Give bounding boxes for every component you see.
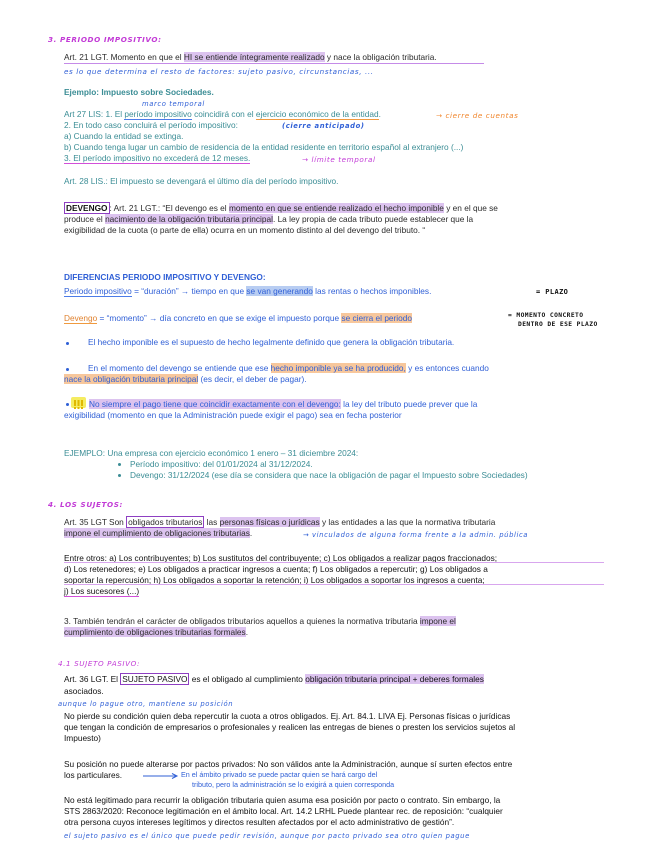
highlight-formales: cumplimiento de obligaciones tributarias formales (64, 627, 246, 637)
ejemplo-title: EJEMPLO: Una empresa con ejercicio económico 1 enero – 31 diciembre 2024: (64, 448, 359, 458)
exclamation-icon (71, 397, 86, 408)
repercutir-line2: que tengan la condición de empresarios o profesionales y realicen las entregas de bienes o presten los servicios sujetos al (64, 722, 516, 732)
text-span: . (245, 627, 249, 637)
text-span: las rentas o hechos imponibles. (312, 286, 432, 296)
ejemplo-devengo: Devengo: 31/12/2024 (ese día se considera que nace la obligación de pagar el Impuesto sobre Sociedades) (130, 470, 528, 480)
highlight-generando: se van generando (246, 286, 313, 296)
tambien-line2 (64, 627, 248, 637)
text-span: : Art. 21 LGT.: “El devengo es el (109, 203, 229, 213)
text-span: . (249, 528, 253, 538)
text-span: coincidirá con el (191, 109, 256, 119)
handwritten-note-mantiene: aunque lo pague otro, mantiene su posición (58, 700, 234, 708)
boxed-sujeto-pasivo: SUJETO PASIVO (122, 674, 188, 684)
highlight-personas: personas físicas o jurídicas (219, 517, 320, 527)
highlight-impone: impone el cumplimiento de obligaciones tributarias (64, 528, 250, 538)
lista-obligados-4 (64, 586, 139, 596)
text-span: = “duración” → tiempo en que (131, 286, 247, 296)
bullet-pago-2: exigibilidad (momento en que la Administración puede exigir el pago) sea en fecha posterior (64, 410, 402, 420)
art27-line2: 2. En todo caso concluirá el período impositivo: (64, 120, 238, 130)
text-span: y es entonces cuando (405, 363, 489, 373)
diff-title: DIFERENCIAS PERIODO IMPOSITIVO Y DEVENGO: (64, 272, 266, 282)
art36-line1 (64, 674, 484, 684)
text-span: 3. También tendrán el carácter de obligados tributarios aquellos a quienes la normativa tributaria (64, 616, 420, 626)
underlined-periodo: período impositivo (124, 109, 192, 119)
underlined-12-meses: 3. El período impositivo no excederá de 12 meses. (64, 153, 251, 163)
handwritten-note-momento: = MOMENTO CONCRETO (508, 312, 584, 319)
highlight-nacimiento: nacimiento de la obligación tributaria principal (105, 214, 273, 224)
bullet-dot (118, 463, 121, 466)
bullet-dot (66, 403, 69, 406)
underline-mark (64, 63, 484, 64)
handwritten-note-marco: marco temporal (142, 100, 205, 108)
art27-line1 (64, 109, 381, 119)
art27-line4: b) Cuando tenga lugar un cambio de residencia de la entidad residente en territorio español al extranjero (...) (64, 142, 464, 152)
art36-line2: asociados. (64, 686, 104, 696)
bullet-momento-devengo-2 (64, 374, 307, 384)
bullet-hecho-imponible: El hecho imponible es el supuesto de hecho legalmente definido que genera la obligación tributaria. (88, 337, 455, 347)
bullet-dot (66, 342, 69, 345)
devengo-boxed-label: DEVENGO (66, 203, 108, 213)
text-span: Art. 36 LGT. El (64, 674, 121, 684)
text-span: y nace la obligación tributaria. (324, 52, 437, 62)
ejemplo-periodo: Período impositivo: del 01/01/2024 al 31/12/2024. (130, 459, 313, 469)
bullet-dot (118, 474, 121, 477)
text-span: y en el que se (443, 203, 498, 213)
text-span: Art. 21 LGT. Momento en que el (64, 52, 184, 62)
text-span: y las entidades a las que la normativa tributaria (319, 517, 496, 527)
text-span: produce el (64, 214, 106, 224)
art35-line1 (64, 517, 495, 527)
pactos-note1: En el ámbito privado se puede pactar quien se hará cargo del (181, 770, 378, 779)
label-periodo: Periodo impositivo (64, 286, 132, 296)
pactos-note2: tributo, pero la administración se lo exigirá a quien corresponda (192, 780, 395, 789)
highlight-no-siempre: No siempre el pago tiene que coincidir exactamente con el devengo: (89, 399, 341, 409)
highlight-principal-formales: obligación tributaria principal + deberes formales (305, 674, 484, 684)
text-span: Art. 35 LGT Son (64, 517, 127, 527)
art27-line3: a) Cuando la entidad se extinga. (64, 131, 184, 141)
highlight-producido: hecho imponible ya se ha producido, (270, 363, 406, 373)
text-span: . (378, 109, 381, 119)
highlight-impone-el: impone el (419, 616, 456, 626)
pactos-line1: Su posición no puede alterarse por pactos privados: No son válidos ante la Administración, aunque sí surten efectos entre (64, 759, 513, 769)
art35-line2 (64, 528, 252, 538)
bullet-pago-1 (89, 399, 477, 409)
handwritten-note-cierre: → cierre de cuentas (436, 111, 519, 120)
section-3-heading: 3. PERIODO IMPOSITIVO: (48, 35, 162, 44)
handwritten-note-revision: el sujeto pasivo es el único que puede pedir revisión, aunque por pacto privado sea otro quien pague (64, 832, 470, 840)
bullet-momento-devengo-1 (88, 363, 489, 373)
handwritten-note-limite: → límite temporal (302, 155, 376, 164)
legitimado-line1: No está legitimado para recurrir la obligación tributaria quien asuma esa posición por pacto o contrato. Sin embargo, la (64, 795, 501, 805)
label-devengo: Devengo (64, 313, 98, 323)
boxed-obligados: obligados tributarios (128, 517, 203, 527)
underline-mark (64, 584, 604, 585)
highlight-hi: HI se entiende íntegramente realizado (183, 52, 325, 62)
section-4-heading: 4. LOS SUJETOS: (48, 500, 124, 509)
art21-paragraph (64, 52, 437, 62)
text-span: Art 27 LIS: 1. El (64, 109, 125, 119)
text-span: las (204, 517, 220, 527)
handwritten-note-dentro: DENTRO DE ESE PLAZO (518, 321, 598, 328)
section-41-heading: 4.1 SUJETO PASIVO: (58, 659, 141, 668)
lista-obligados-1: Entre otros: a) Los contribuyentes; b) Los sustitutos del contribuyente; c) Los obligados a realizar pagos fraccionados; (64, 553, 498, 563)
bullet-dot (66, 368, 69, 371)
highlight-nace: nace la obligación tributaria principal (64, 374, 199, 384)
text-span: . La ley propia de cada tributo puede establecer que la (272, 214, 474, 224)
handwritten-note-plazo: = PLAZO (536, 288, 569, 296)
tambien-line1 (64, 616, 456, 626)
arrow-right-icon (143, 773, 179, 779)
devengo-line1 (64, 203, 498, 213)
underlined-sucesores: j) Los sucesores (...) (64, 586, 140, 596)
highlight-momento: momento en que se entiende realizado el hecho imponible (228, 203, 444, 213)
text-span: (es decir, el deber de pagar). (198, 374, 307, 384)
underlined-ejercicio: ejercicio económico de la entidad (255, 109, 379, 119)
art28-line: Art. 28 LIS.: El impuesto se devengará el último día del período impositivo. (64, 176, 339, 186)
repercutir-line3: Impuesto) (64, 733, 101, 743)
handwritten-note-vinculados: → vinculados de alguna forma frente a la admin. pública (303, 531, 529, 539)
text-span: = “momento” → día concreto en que se exige el impuesto porque (97, 313, 342, 323)
text-span: la ley del tributo puede prever que la (340, 399, 478, 409)
text-span: es el obligado al cumplimiento (189, 674, 306, 684)
text-span: En el momento del devengo se entiende que ese (88, 363, 271, 373)
devengo-diff-line (64, 313, 412, 323)
periodo-impositivo-line (64, 286, 431, 296)
underline-mark (64, 562, 604, 563)
repercutir-line1: No pierde su condición quien deba repercutir la cuota a otros obligados. Ej. Art. 84.1. LIVA Ej. Personas físicas o jurídicas (64, 711, 511, 721)
highlight-cierra: se cierra el periodo (341, 313, 412, 323)
legitimado-line3: otra persona cuyos intereses legítimos y directos resulten afectados por el acto administrativo de gestión”. (64, 817, 455, 827)
handwritten-note-anticipado: (cierre anticipado) (282, 122, 365, 130)
lista-obligados-2: d) Los retenedores; e) Los obligados a practicar ingresos a cuenta; f) Los obligados a repercutir; g) Los obligados a (64, 564, 488, 574)
devengo-line3: exigibilidad de la cuota (o parte de ella) ocurra en un momento distinto al del devengo del tributo. “ (64, 225, 426, 235)
lista-obligados-3: soportar la repercusión; h) Los obligados a soportar la retención; i) Los obligados a soportar los ingresos a cuenta; (64, 575, 485, 585)
pactos-line2: los particulares. (64, 770, 123, 780)
legitimado-line2: STS 2863/2020: Reconoce legitimación en el ámbito local. Art. 14.2 LRHL Puede plantear rec. de reposición: “cualquier (64, 806, 503, 816)
example-title: Ejemplo: Impuesto sobre Sociedades. (64, 87, 214, 97)
art27-line5 (64, 153, 250, 163)
handwritten-note-factores: es lo que determina el resto de factores: sujeto pasivo, circunstancias, ... (64, 67, 374, 76)
devengo-line2 (64, 214, 473, 224)
